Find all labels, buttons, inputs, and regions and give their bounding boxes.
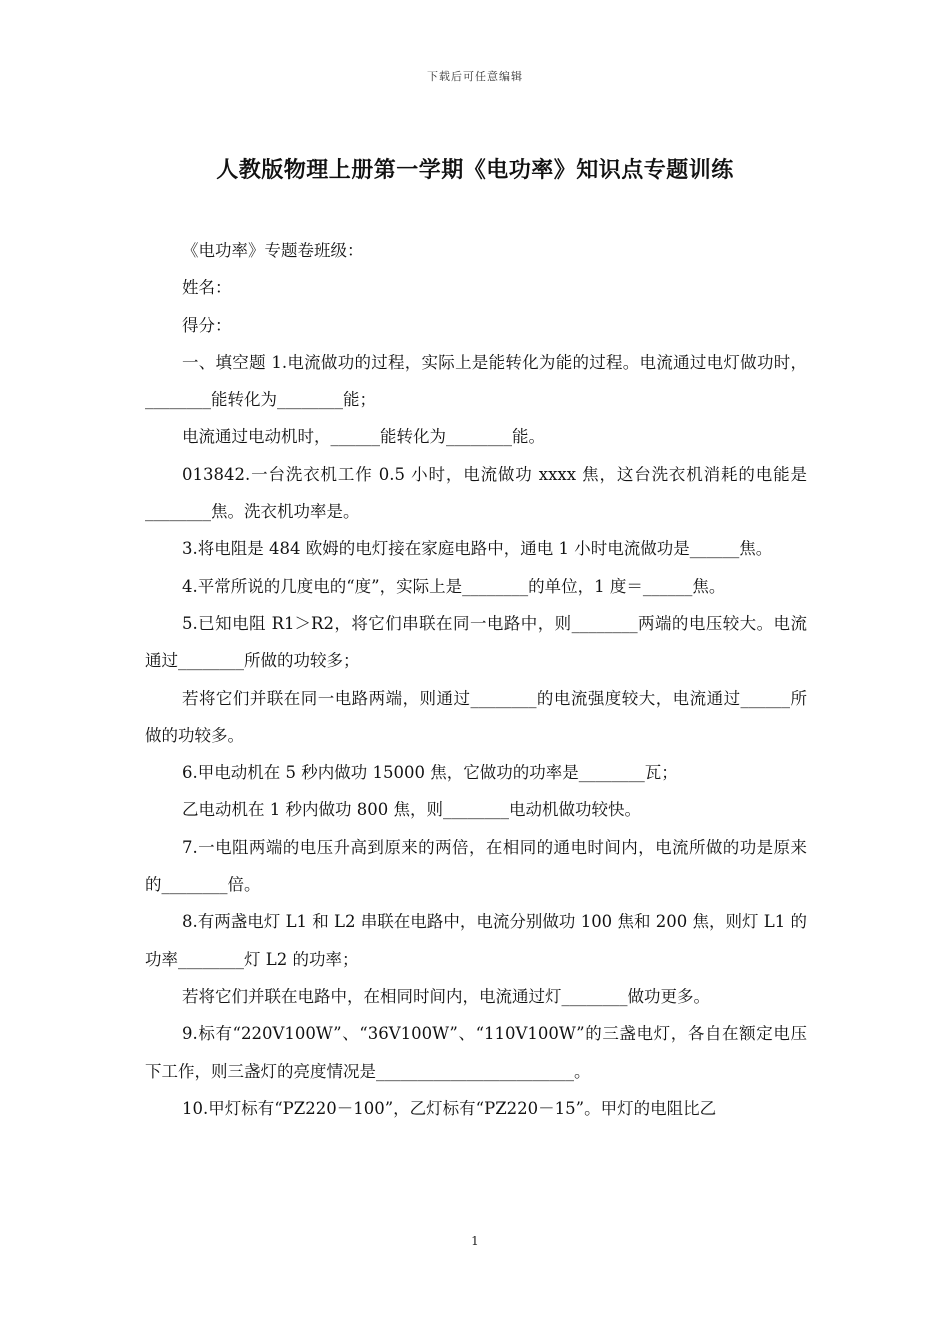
paragraph-score-line: 得分： (182, 315, 232, 335)
question-6: 6.甲电动机在 5 秒内做功 15000 焦，它做功的功率是________瓦； (182, 763, 678, 783)
question-10: 10.甲灯标有“PZ220－100”，乙灯标有“PZ220－15”。甲灯的电阻比乙 (182, 1098, 717, 1118)
question-5-continued: 若将它们并联在同一电路两端，则通过________的电流强度较大，电流通过______所做的功较多。 (145, 688, 807, 745)
paragraph-name-line: 姓名： (182, 278, 232, 298)
question-2: 013842.一台洗衣机工作 0.5 小时，电流做功 xxxx 焦，这台洗衣机消耗的电能是________焦。洗衣机功率是。 (145, 464, 807, 522)
question-9: 9.标有“220V100W”、“36V100W”、“110V100W”的三盏电灯，各自在额定电压下工作，则三盏灯的亮度情况是________________________。 (145, 1024, 807, 1081)
question-3: 3.将电阻是 484 欧姆的电灯接在家庭电路中，通电 1 小时电流做功是______焦。 (182, 539, 773, 559)
document-title: 人教版物理上册第一学期《电功率》知识点专题训练 (216, 157, 734, 183)
header-note: 下载后可任意编辑 (427, 70, 523, 83)
question-6-continued: 乙电动机在 1 秒内做功 800 焦，则________电动机做功较快。 (182, 800, 641, 820)
question-4: 4.平常所说的几度电的“度”，实际上是________的单位，1 度＝______焦。 (182, 576, 726, 596)
document-body (145, 232, 807, 1127)
question-8: 8.有两盏电灯 L1 和 L2 串联在电路中，电流分别做功 100 焦和 200 焦，则灯 L1 的功率________灯 L2 的功率； (145, 912, 807, 969)
paragraph-class-line: 《电功率》专题卷班级： (182, 241, 364, 260)
question-7: 7.一电阻两端的电压升高到原来的两倍，在相同的通电时间内，电流所做的功是原来的________倍。 (145, 837, 807, 895)
page-number: 1 (471, 1234, 479, 1248)
question-8-continued: 若将它们并联在电路中，在相同时间内，电流通过灯________做功更多。 (182, 986, 710, 1006)
question-1: 一、填空题 1.电流做功的过程，实际上是能转化为能的过程。电流通过电灯做功时，________能转化为________能； (145, 352, 807, 410)
question-5: 5.已知电阻 R1＞R2，将它们串联在同一电路中，则________两端的电压较大。电流通过________所做的功较多； (145, 613, 807, 671)
question-1-continued: 电流通过电动机时，______能转化为________能。 (182, 427, 545, 447)
